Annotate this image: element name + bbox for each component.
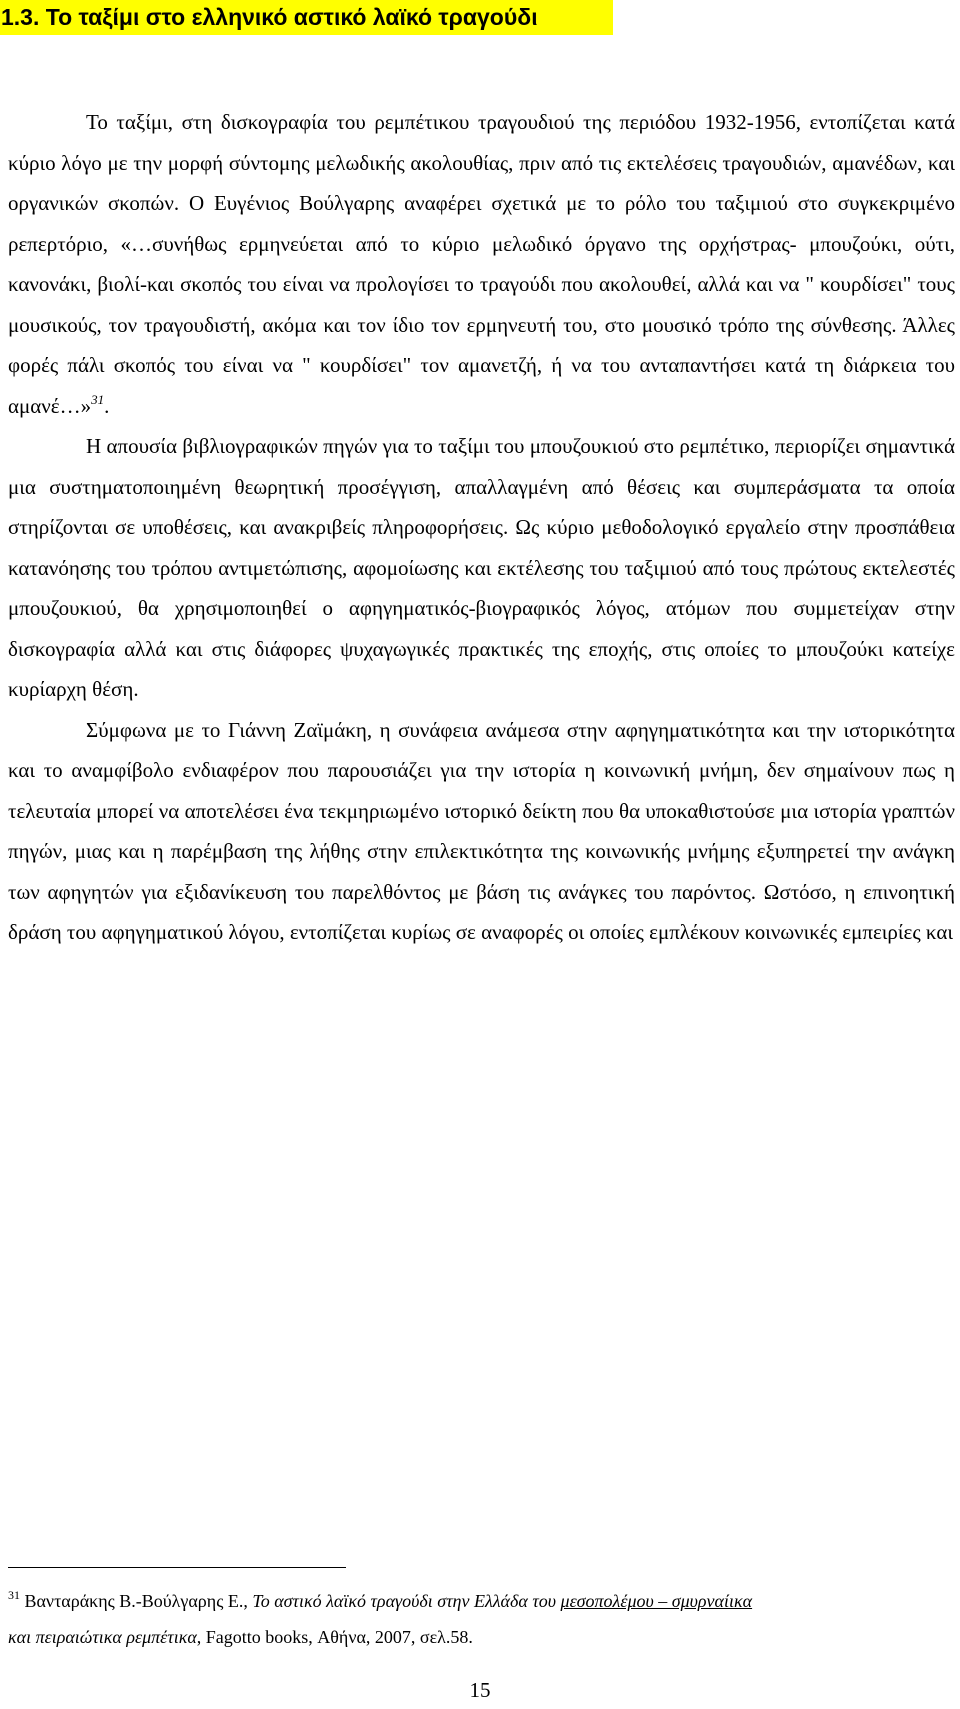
footnote-reference[interactable]: 31	[91, 391, 105, 407]
body-text	[8, 102, 955, 953]
paragraph-1-text: Το ταξίμι, στη δισκογραφία του ρεμπέτικου τραγουδιού της περιόδου 1932-1956, εντοπίζεται κατά κύριο λόγο με την μορφή σύντομης μελωδικής ακολουθίας, πριν από τις εκτελέσεις τραγουδιών, αμανέδων, και οργανικών σκοπών. Ο Ευγένιος Βούλγαρης αναφέρει σχετικά με το ρόλο του ταξιμιού στο συγκεκριμένο ρεπερτόριο, «…συνήθως ερμηνεύεται από το κύριο μελωδικό όργανο της ορχήστρας- μπουζούκι, ούτι, κανονάκι, βιολί-και σκοπός του είναι να προλογίσει το τραγούδι που ακολουθεί, αλλά και να " κουρδίσει" τους μουσικούς, τον τραγουδιστή, ακόμα και τον ίδιο τον ερμηνευτή του, στο μουσικό τρόπο της σύνθεσης. Άλλες φορές πάλι σκοπός του είναι να " κουρδίσει" τον αμανετζή, ή να του ανταπαντήσει κατά τη διάρκεια του αμανέ…»	[8, 110, 955, 418]
paragraph-3: Σύμφωνα με το Γιάννη Ζαϊμάκη, η συνάφεια ανάμεσα στην αφηγηματικότητα και την ιστορικότητα και το αναμφίβολο ενδιαφέρον που παρουσιάζει για την ιστορία η κοινωνική μνήμη, δεν σημαίνουν πως η τελευταία μπορεί να αποτελέσει ένα τεκμηριωμένο ιστορικό δείκτη που θα υποκαθιστούσε μια ιστορία γραπτών πηγών, μιας και η παρέμβαση της λήθης στην επιλεκτικότητα της κοινωνικής μνήμης εξυπηρετεί την ανάγκη των αφηγητών για εξιδανίκευση του παρελθόντος με βάση τις ανάγκες του παρόντος. Ωστόσο, η επινοητική δράση του αφηγηματικού λόγου, εντοπίζεται κυρίως σε αναφορές οι οποίες εμπλέκουν κοινωνικές εμπειρίες και	[8, 717, 955, 944]
footnote-authors: Βανταράκης Β.-Βούλγαρης Ε.,	[20, 1591, 253, 1611]
footnote-title-underlined: μεσοπολέμου – σμυρναίικα	[560, 1591, 753, 1611]
footnote-separator	[8, 1567, 346, 1568]
section-heading: 1.3. Το ταξίμι στο ελληνικό αστικό λαϊκό τραγούδι	[0, 0, 613, 35]
footnote-number: 31	[8, 1588, 20, 1602]
paragraph-2: Η απουσία βιβλιογραφικών πηγών για το ταξίμι του μπουζουκιού στο ρεμπέτικο, περιορίζει σημαντικά μια συστηματοποιημένη θεωρητική προσέγγιση, απαλλαγμένη από θέσεις και συμπεράσματα τα οποία στηρίζονται σε υποθέσεις, και ανακριβείς πληροφορήσεις. Ως κύριο μεθοδολογικό εργαλείο στην προσπάθεια κατανόησης του τρόπου αντιμετώπισης, αφομοίωσης και εκτέλεσης του ταξιμιού από τους πρώτους εκτελεστές μπουζουκιού, θα χρησιμοποιηθεί ο αφηγηματικός-βιογραφικός λόγος, ατόμων που συμμετείχαν στην δισκογραφία αλλά και στις διάφορες ψυχαγωγικές πρακτικές της εποχής, στις οποίες το μπουζούκι κατείχε κυρίαρχη θέση.	[8, 434, 955, 701]
footnote-publication: , Fagotto books, Αθήνα, 2007, σελ.58.	[196, 1627, 473, 1647]
paragraph-1	[8, 102, 955, 426]
footnote-title-part2: και πειραιώτικα ρεμπέτικα	[8, 1627, 197, 1647]
page-number: 15	[469, 1678, 491, 1702]
footnote	[8, 1583, 958, 1655]
paragraph-1-end: .	[104, 393, 110, 418]
footnote-title-part1: Το αστικό λαϊκό τραγούδι στην Ελλάδα του	[252, 1591, 561, 1611]
